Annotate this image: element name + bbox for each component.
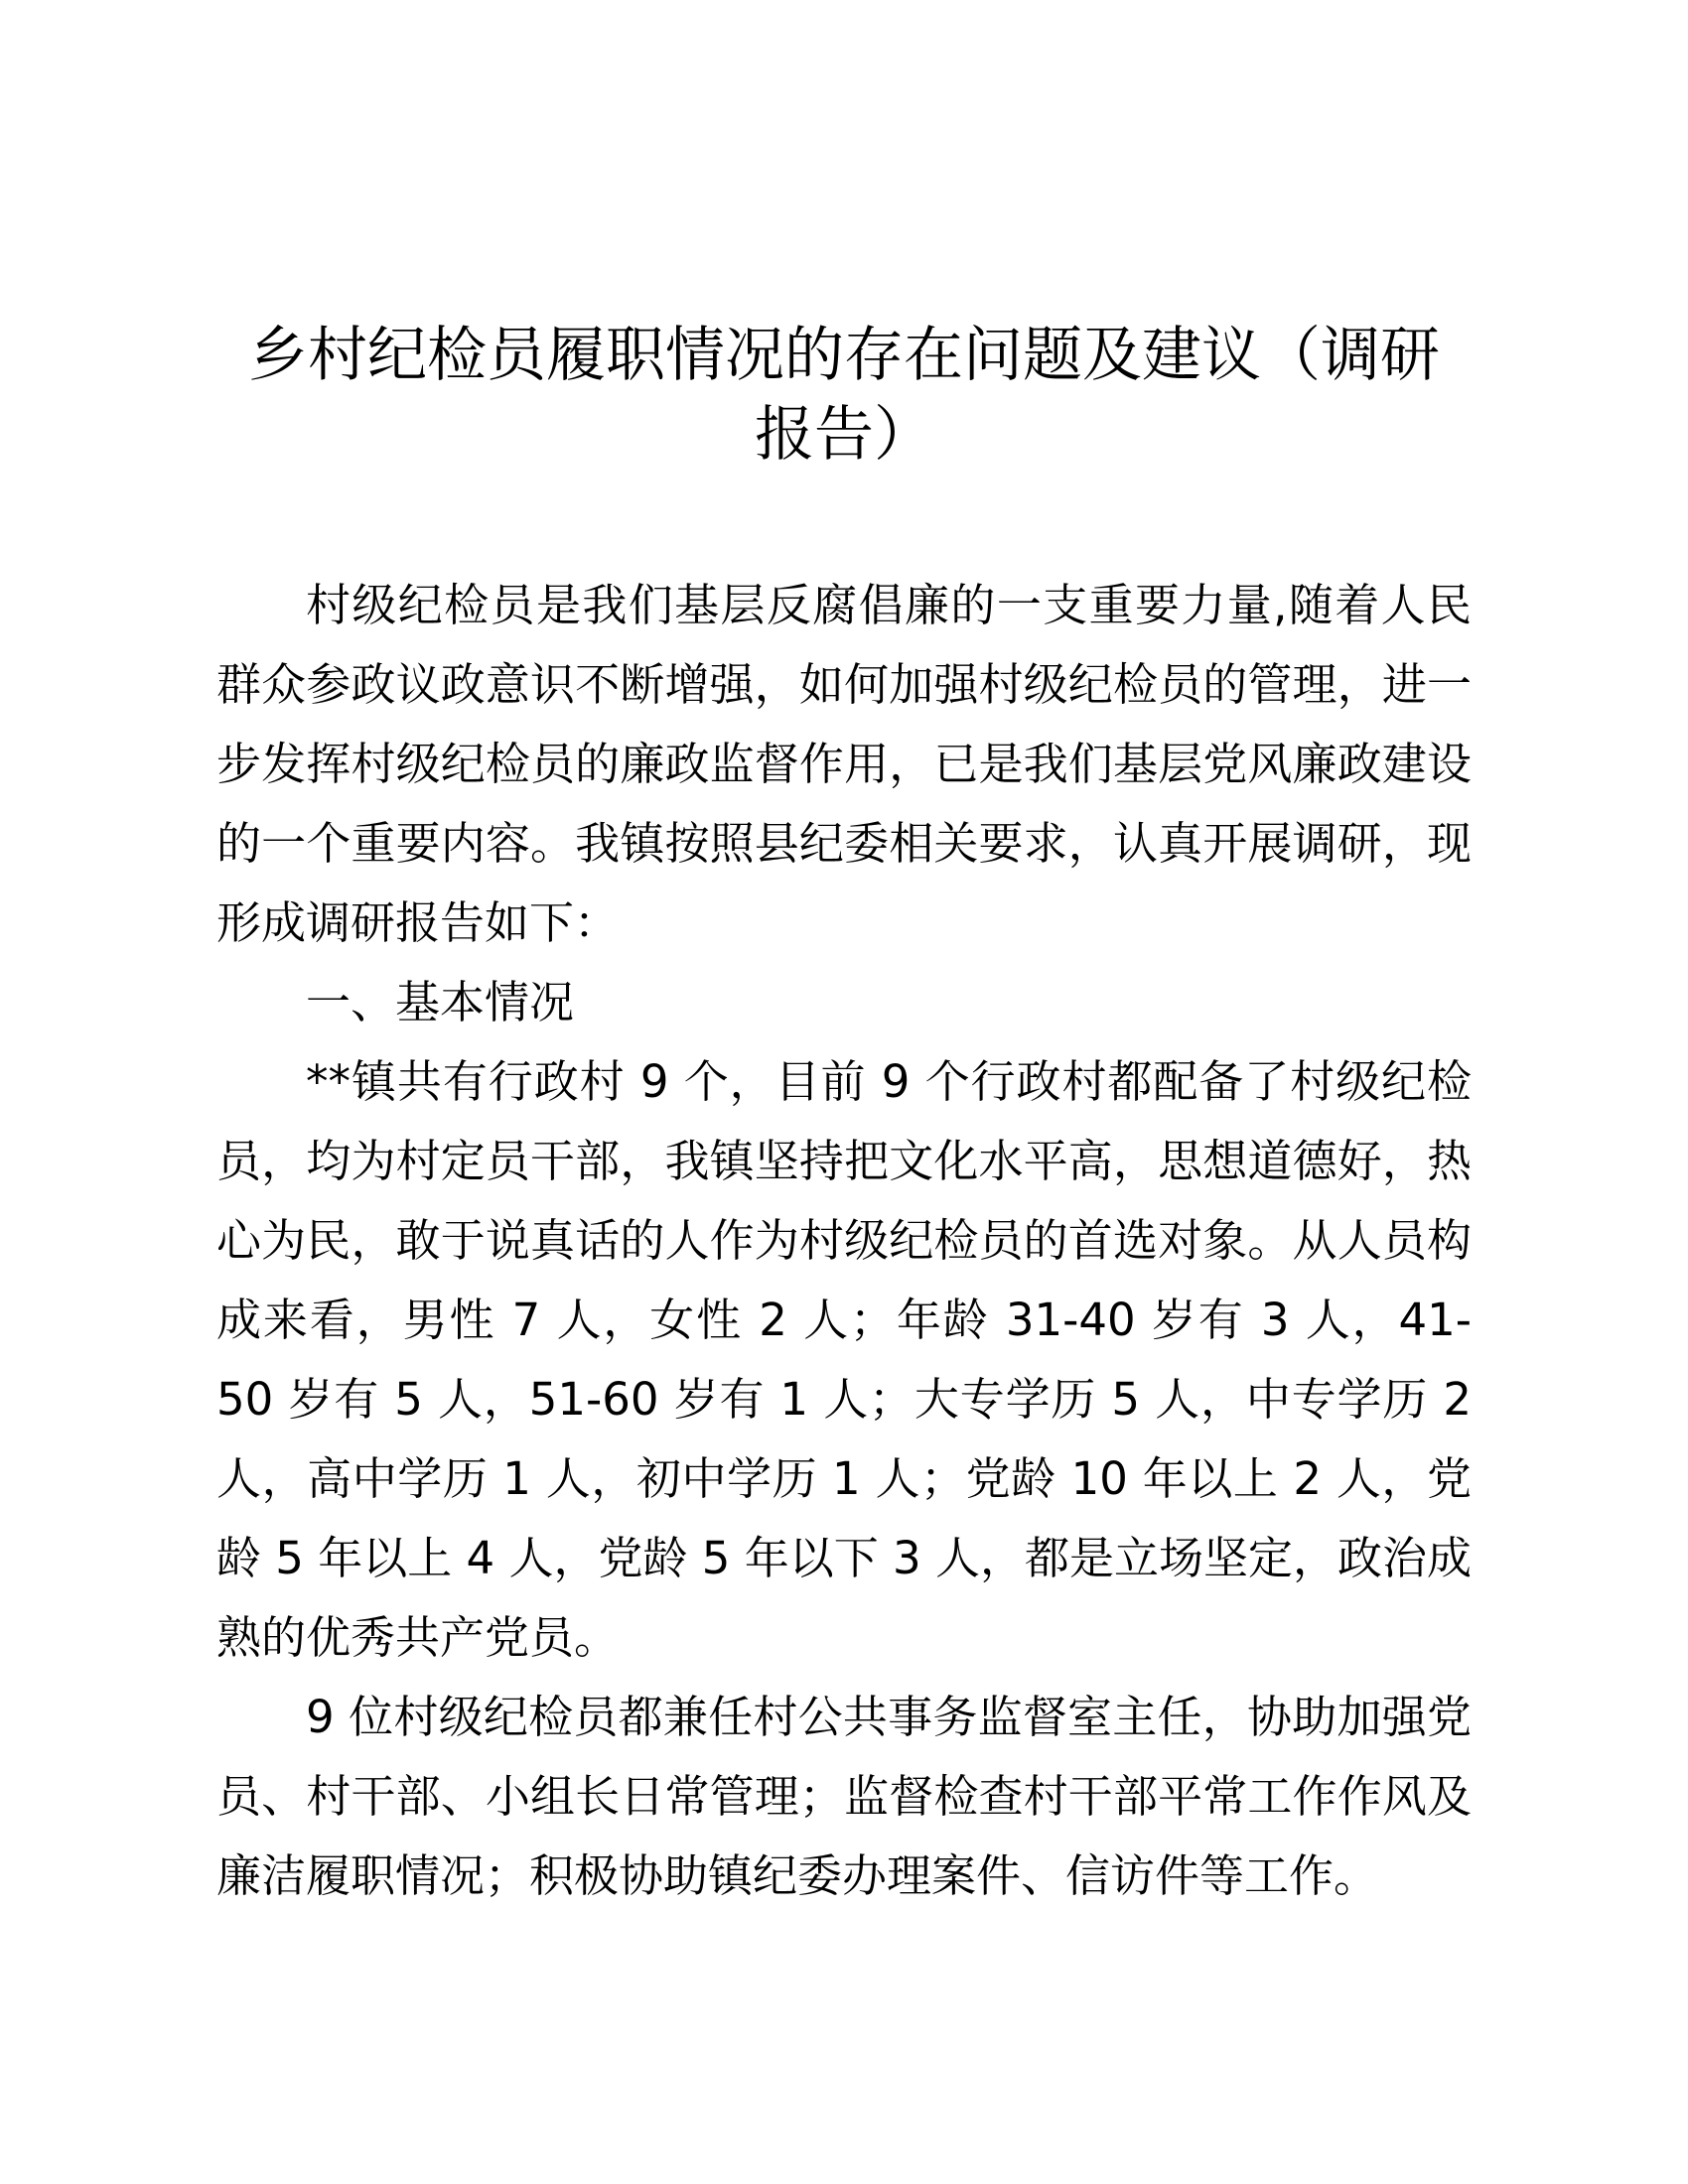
- title-line-1: 乡村纪检员履职情况的存在问题及建议（调研: [248, 321, 1440, 390]
- paragraph-staff-composition: **镇共有行政村 9 个，目前 9 个行政村都配备了村级纪检员，均为村定员干部，我镇坚持把文化水平高，思想道德好，热心为民，敢于说真话的人作为村级纪检员的首选对象。从人员构成来看，男性 7 人，女性 2 人；年龄 31-40 岁有 3 人，41-50 岁有 5 人，51-60 岁有 1 人；大专学历 5 人，中专学历 2 人，高中学历 1 人，初中学历 1 人；党龄 10 年以上 2 人，党龄 5 年以上 4 人，党龄 5 年以下 3 人，都是立场坚定，政治成熟的优秀共产党员。: [216, 1055, 1472, 1664]
- document-body: [216, 566, 1472, 1916]
- section-heading-basic-situation: 一、基本情况: [306, 976, 575, 1028]
- paragraph-intro: 村级纪检员是我们基层反腐倡廉的一支重要力量,随着人民群众参政议政意识不断增强，如何加强村级纪检员的管理，进一步发挥村级纪检员的廉政监督作用，已是我们基层党风廉政建设的一个重要内容。我镇按照县纪委相关要求，认真开展调研，现形成调研报告如下：: [216, 579, 1472, 949]
- title-line-2: 报告）: [755, 400, 933, 470]
- document-title: [199, 316, 1489, 475]
- paragraph-duties: 9 位村级纪检员都兼任村公共事务监督室主任，协助加强党员、村干部、小组长日常管理；监督检查村干部平常工作作风及廉洁履职情况；积极协助镇纪委办理案件、信访件等工作。: [216, 1691, 1472, 1902]
